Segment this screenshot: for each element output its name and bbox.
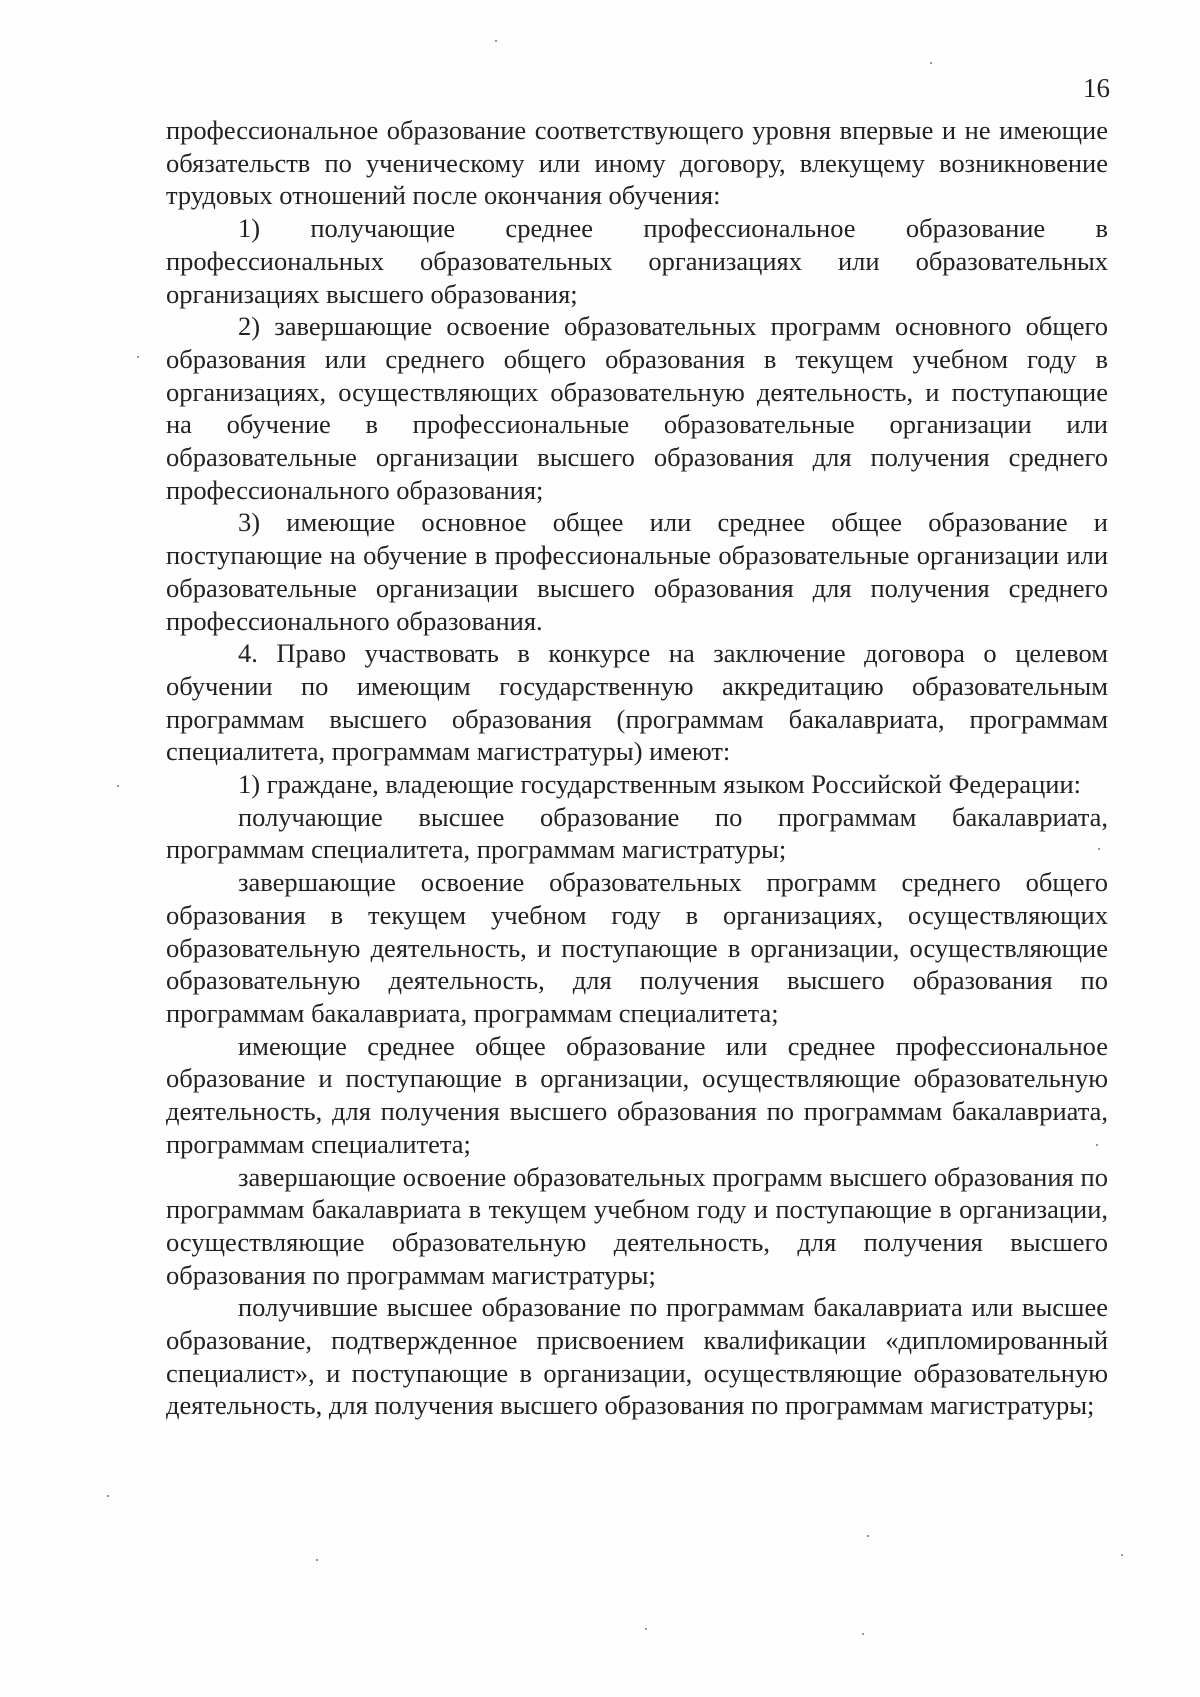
scan-speck: [1121, 1554, 1123, 1556]
scan-speck: [862, 1633, 864, 1635]
paragraph-item-2: 2) завершающие освоение образовательных программ основного общего образования или среднего общего образования в текущем учебном году в организациях, осуществляющих образовательную деятельность, и поступающие на обучение в профессиональные образовательные организации или образовательные организации высшего образования для получения среднего профессионального образования;: [166, 311, 1108, 505]
paragraph-section-4: 4. Право участвовать в конкурсе на заключение договора о целевом обучении по имеющим государственную аккредитацию образовательным программам высшего образования (программам бакалавриата, программам специалитета, программам магистратуры) имеют:: [166, 638, 1108, 767]
scan-speck: [107, 1495, 109, 1497]
scan-speck: [316, 1559, 318, 1561]
paragraph-school-graduates: завершающие освоение образовательных программ среднего общего образования в текущем учебном году в организациях, осуществляющих образовательную деятельность, и поступающие в организации, осуществляющие образовательную деятельность, для получения высшего образования по программам бакалавриата, программам специалитета;: [166, 867, 1108, 1028]
scan-speck: [137, 356, 139, 358]
paragraph-intro: профессиональное образование соответствующего уровня впервые и не имеющие обязательств по ученическому или иному договору, влекущему возникновение трудовых отношений после окончания обучения:: [166, 115, 1108, 211]
scan-speck: [495, 40, 497, 42]
paragraph-secondary-education: имеющие среднее общее образование или среднее профессиональное образование и поступающие в организации, осуществляющие образовательную деятельность, для получения высшего образования по программам бакалавриата, программам специалитета;: [166, 1030, 1108, 1159]
paragraph-section-4-item-1: 1) граждане, владеющие государственным языком Российской Федерации:: [238, 769, 1081, 800]
scan-speck: [1098, 848, 1100, 850]
scan-speck: [867, 1535, 869, 1537]
scan-speck: [1096, 1144, 1098, 1146]
paragraph-bachelor-students: получающие высшее образование по программам бакалавриата, программам специалитета, программам магистратуры;: [166, 801, 1108, 865]
paragraph-bachelor-graduates: завершающие освоение образовательных программ высшего образования по программам бакалавриата в текущем учебном году и поступающие в организации, осуществляющие образовательную деятельность, для получения высшего образования по программам магистратуры;: [166, 1161, 1108, 1290]
paragraph-item-1: 1) получающие среднее профессиональное образование в профессиональных образовательных организациях или образовательных организациях высшего образования;: [166, 213, 1108, 309]
paragraph-item-3: 3) имеющие основное общее или среднее общее образование и поступающие на обучение в профессиональные образовательные организации или образовательные организации высшего образования для получения среднего профессионального образования.: [166, 507, 1108, 636]
scan-speck: [645, 1628, 647, 1630]
document-body: [166, 114, 1108, 1422]
scan-speck: [117, 785, 119, 787]
paragraph-degree-holders: получившие высшее образование по программам бакалавриата или высшее образование, подтвержденное присвоением квалификации «дипломированный специалист», и поступающие в организации, осуществляющие образовательную деятельность, для получения высшего образования по программам магистратуры;: [166, 1292, 1108, 1421]
scan-speck: [930, 62, 932, 64]
page-number: 16: [1083, 73, 1110, 103]
